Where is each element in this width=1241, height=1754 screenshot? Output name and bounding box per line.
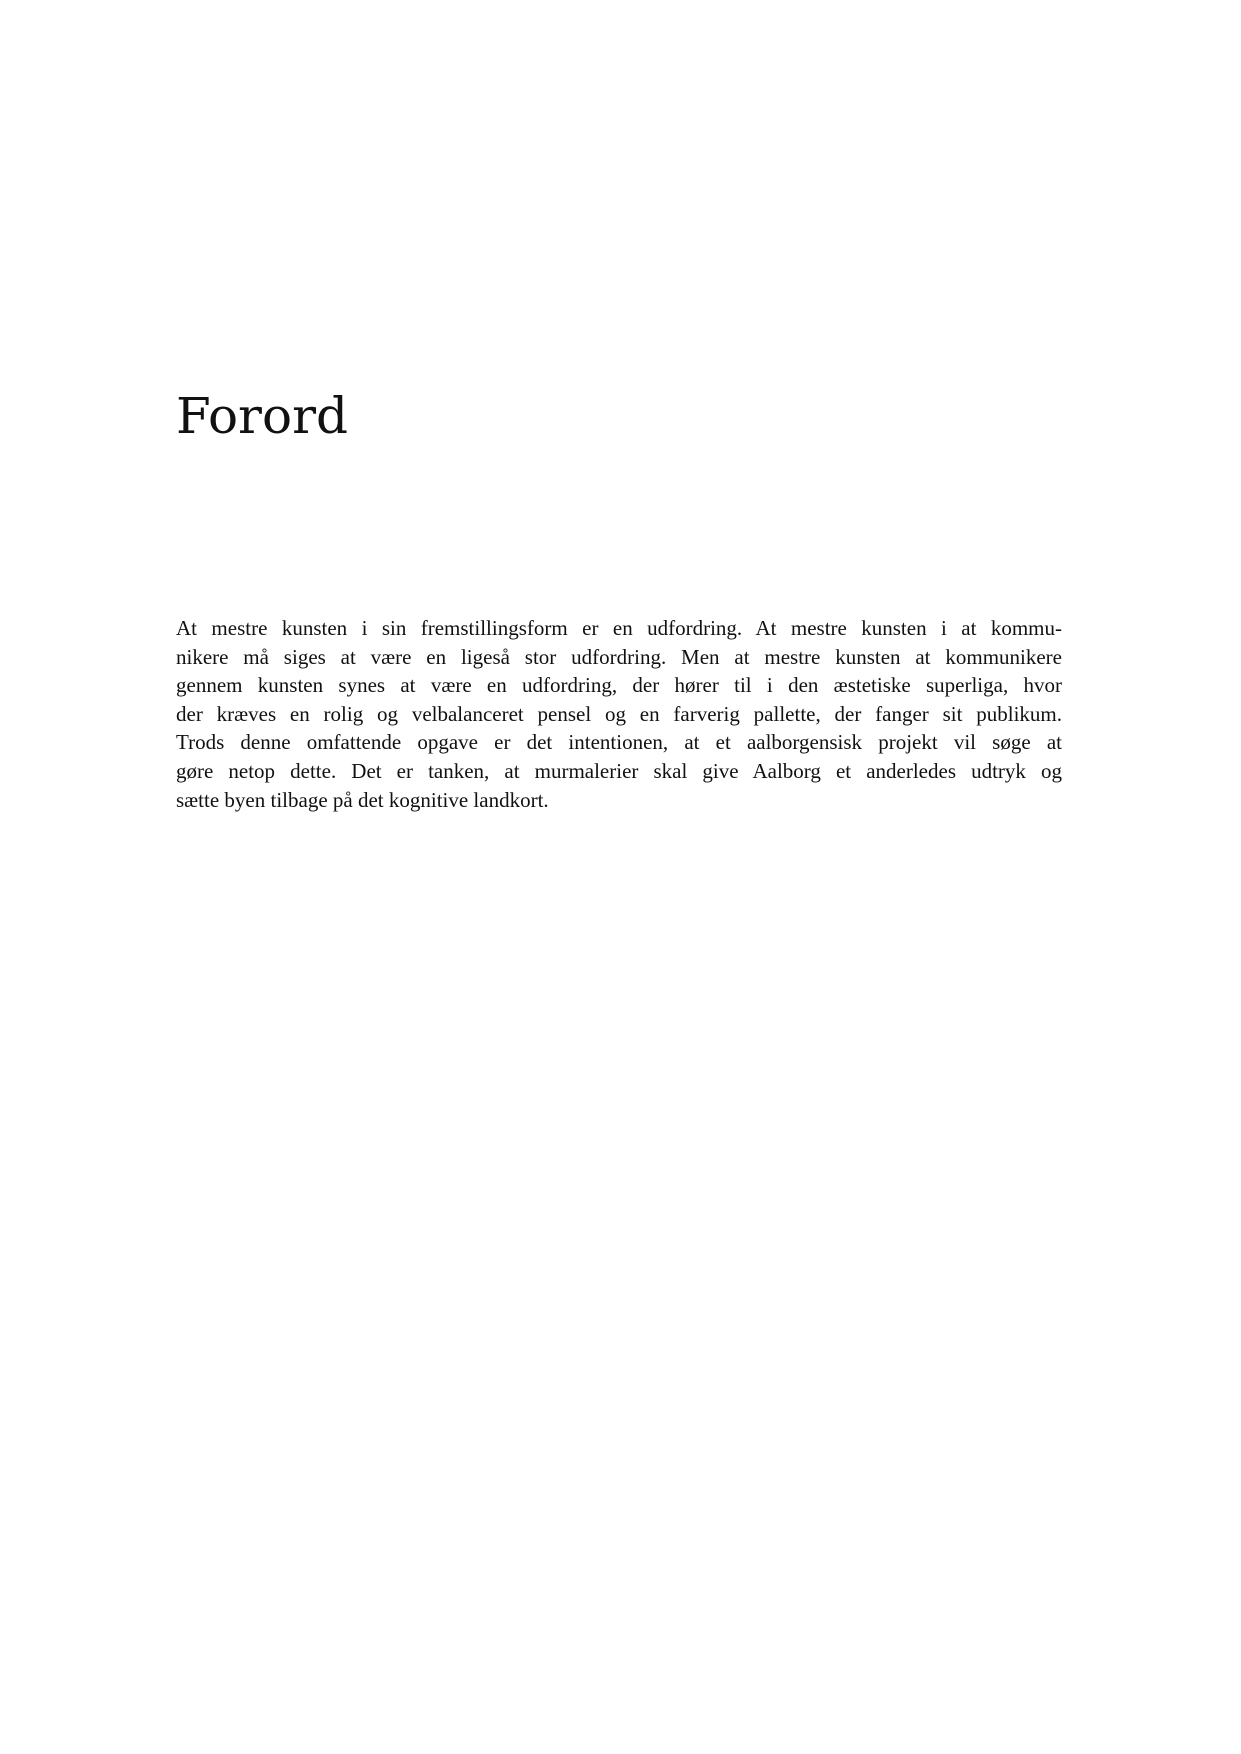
paragraph-line: nikere må siges at være en ligeså stor udfordring. Men at mestre kunsten at kommunikere xyxy=(176,644,1062,669)
chapter-title: Forord xyxy=(176,387,348,445)
paragraph-line: gennem kunsten synes at være en udfordring, der hører til i den æstetiske superliga, hvor xyxy=(176,673,1062,698)
paragraph-line: gøre netop dette. Det er tanken, at murmalerier skal give Aalborg et anderledes udtryk og xyxy=(176,758,1062,783)
preface-paragraph xyxy=(176,614,1062,814)
paragraph-line: sætte byen tilbage på det kognitive landkort. xyxy=(176,787,549,812)
paragraph-line: der kræves en rolig og velbalanceret pensel og en farverig pallette, der fanger sit publikum. xyxy=(176,701,1062,726)
paragraph-line: At mestre kunsten i sin fremstillingsform er en udfordring. At mestre kunsten i at kommu- xyxy=(176,616,1062,640)
paragraph-line: Trods denne omfattende opgave er det intentionen, at et aalborgensisk projekt vil søge at xyxy=(176,730,1062,755)
